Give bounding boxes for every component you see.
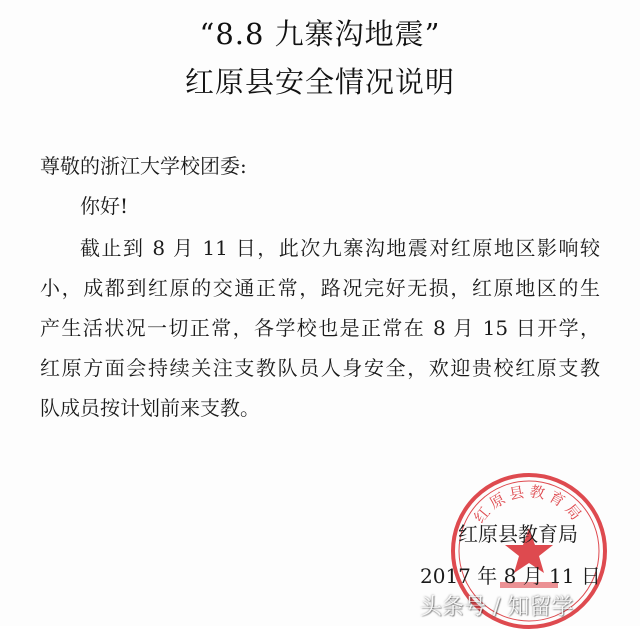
body-line: 截止到 8 月 11 日，此次九寨沟地震对红原地区影响较 bbox=[80, 236, 600, 260]
body-line: 产生活状况一切正常，各学校也是正常在 8 月 15 日开学， bbox=[40, 316, 600, 340]
body-line: 小，成都到红原的交通正常，路况完好无损，红原地区的生 bbox=[40, 276, 600, 300]
document-date: 2017 年 8 月 11 日 bbox=[420, 564, 601, 588]
salutation: 尊敬的浙江大学校团委: bbox=[40, 154, 247, 178]
document-title-line2: 红原县安全情况说明 bbox=[184, 65, 455, 99]
signer: 红原县教育局 bbox=[458, 522, 578, 546]
body-line: 红原方面会持续关注支教队员人身安全，欢迎贵校红原支教 bbox=[40, 356, 600, 380]
svg-text:红原县教育局: 红原县教育局 bbox=[470, 482, 588, 527]
greeting: 你好! bbox=[80, 194, 129, 218]
document-title-line1: “8.8 九寨沟地震” bbox=[199, 17, 441, 51]
body-line: 队成员按计划前来支教。 bbox=[40, 396, 260, 420]
watermark: 头条号 / 知留学 bbox=[420, 595, 574, 620]
